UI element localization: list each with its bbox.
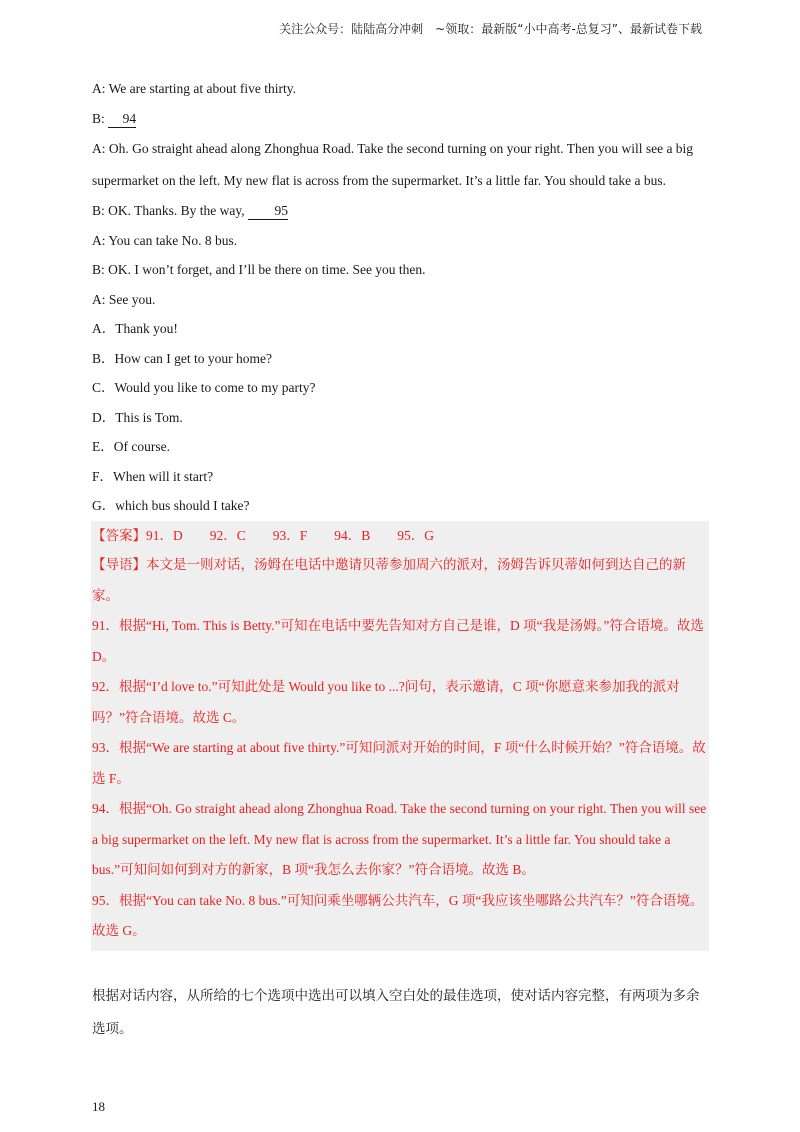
dialogue-line: A: Oh. Go straight ahead along Zhonghua Road. Take the second turning on your right. Then you will see a big supermarket on the left. My new flat is across from the supermarket. It’s a little far. You should take a bus. [92, 141, 694, 188]
page-number: 18 [92, 1099, 105, 1114]
dialogue-speaker: B: [92, 110, 109, 126]
answer-key: 【答案】91．D 92．C 93．F 94．B 95．G [92, 527, 435, 543]
answer-blank-94: 94 [108, 111, 136, 128]
option-item: G．which bus should I take? [92, 498, 250, 513]
answer-explanation: 91．根据“Hi, Tom. This is Betty.”可知在电话中要先告知对方自己是谁，D 项“我是汤姆。”符合语境。故选 D。 [92, 618, 704, 664]
answer-guide: 【导语】本文是一则对话，汤姆在电话中邀请贝蒂参加周六的派对，汤姆告诉贝蒂如何到达自己的新家。 [92, 557, 686, 603]
page-content [92, 74, 708, 1045]
dialogue-line: A: We are starting at about five thirty. [92, 81, 296, 96]
answer-explanation: 92．根据“I’d love to.”可知此处是 Would you like to ...?问句，表示邀请，C 项“你愿意来参加我的派对吗？”符合语境。故选 C。 [92, 679, 680, 725]
answer-section [91, 521, 709, 951]
answer-blank-95: 95 [248, 203, 288, 220]
option-item: E．Of course. [92, 439, 170, 454]
option-item: F．When will it start? [92, 468, 214, 484]
option-item: B．How can I get to your home? [92, 350, 272, 366]
dialogue-line [92, 196, 708, 226]
option-item: C．Would you like to come to my party? [92, 380, 316, 395]
dialogue-line: A: You can take No. 8 bus. [92, 232, 238, 248]
dialogue-line [92, 104, 708, 134]
section-instructions: 根据对话内容，从所给的七个选项中选出可以填入空白处的最佳选项，使对话内容完整，有两项为多余选项。 [92, 987, 700, 1036]
answer-explanation: 95．根据“You can take No. 8 bus.”可知问乘坐哪辆公共汽车，G 项“我应该坐哪路公共汽车？”符合语境。故选 G。 [92, 892, 704, 938]
option-item: D．This is Tom. [92, 409, 183, 425]
dialogue-text: B: OK. Thanks. By the way, [92, 203, 248, 218]
dialogue-line: B: OK. I won’t forget, and I’ll be there on time. See you then. [92, 262, 426, 277]
page-header: 关注公众号：陆陆高分冲刺 ~领取：最新版“小中高考-总复习”、最新试卷下载 [279, 22, 702, 36]
answer-explanation: 93．根据“We are starting at about five thirty.”可知问派对开始的时间，F 项“什么时候开始？”符合语境。故选 F。 [92, 740, 706, 786]
option-item: A．Thank you! [92, 321, 178, 336]
answer-explanation: 94．根据“Oh. Go straight ahead along Zhonghua Road. Take the second turning on your right. Then you will see a big supermarket on the left. My new flat is across from the supermarket. It’s a little far. You should take a bus.”可知问如何到对方的新家，B 项“我怎么去你家？”符合语境。故选 B。 [92, 801, 707, 877]
dialogue-line: A: See you. [92, 291, 156, 307]
